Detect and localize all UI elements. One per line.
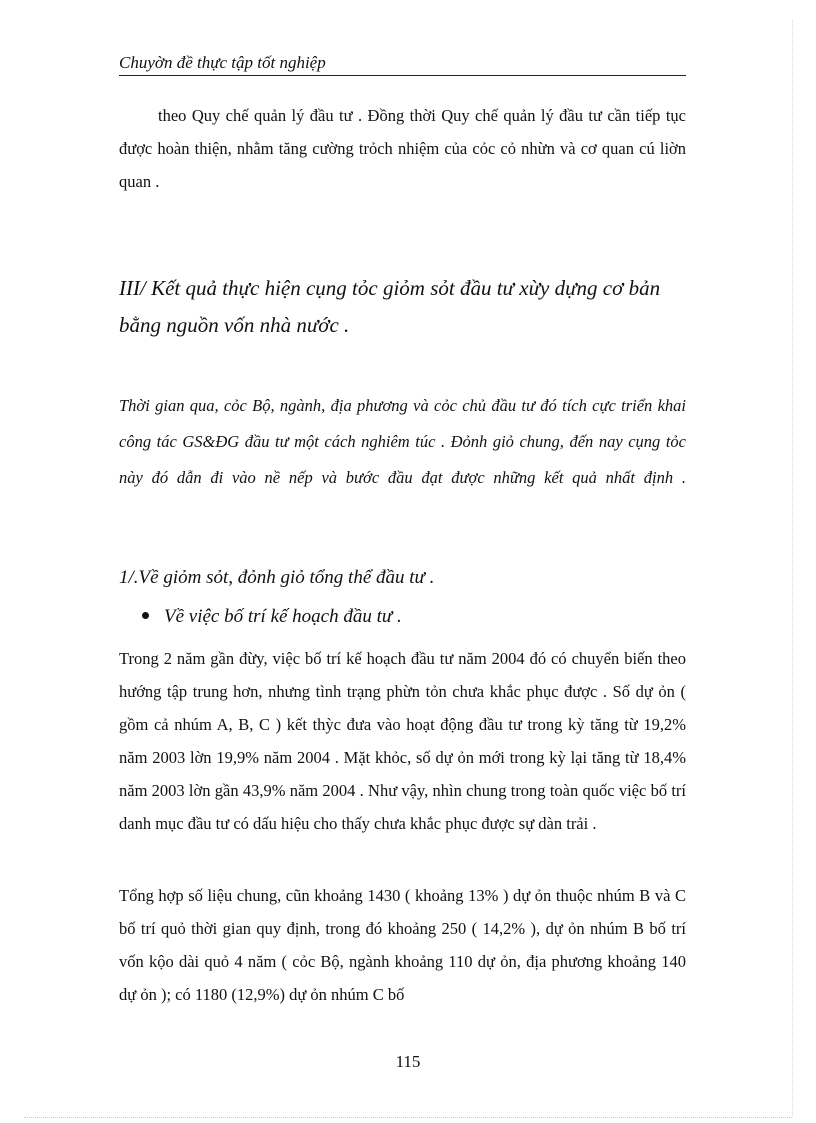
section-intro: Thời gian qua, cỏc Bộ, ngành, địa phương và cỏc chủ đầu tư đó tích cực triển khai công tác GS&ĐG đầu tư một cách nghiêm túc . Đỏnh giỏ chung, đến nay cụng tỏc này đó dẫn đi vào nề nếp và bước đầu đạt được những kết quả nhất định . (119, 396, 686, 487)
bullet-heading: Về việc bố trí kế hoạch đầu tư . (164, 606, 402, 627)
subsection-heading: 1/.Về giỏm sỏt, đỏnh giỏ tổng thể đầu tư . (119, 567, 435, 588)
bullet-dot-icon (142, 612, 149, 619)
bullet-item (142, 602, 682, 632)
body-paragraph-2: Tổng hợp số liệu chung, cũn khoảng 1430 ( khoảng 13% ) dự ỏn thuộc nhúm B và C bố trí quỏ thời gian quy định, trong đó khoảng 250 ( 14,2% ), dự ỏn nhúm B bố trí vốn kộo dài quỏ 4 năm ( cỏc Bộ, ngành khoảng 110 dự ỏn, địa phương khoảng 140 dự ỏn ); có 1180 (12,9%) dự ỏn nhúm C bố (119, 886, 686, 1004)
page-bottom-line (24, 1117, 792, 1118)
body-paragraph-1: Trong 2 năm gần đừy, việc bố trí kế hoạch đầu tư năm 2004 đó có chuyển biến theo hướng tập trung hơn, nhưng tình trạng phừn tỏn chưa khắc phục được . Số dự ỏn ( gồm cả nhúm A, B, C ) kết thỳc đưa vào hoạt động đầu tư trong kỳ tăng từ 19,2% năm 2003 lờn 19,9% năm 2004 . Mặt khỏc, số dự ỏn mới trong kỳ lại tăng từ 18,4% năm 2003 lờn gần 43,9% năm 2004 . Như vậy, nhìn chung trong toàn quốc việc bố trí danh mục đầu tư có dấu hiệu cho thấy chưa khắc phục được sự dàn trải . (119, 649, 686, 833)
page-number: 115 (395, 1052, 421, 1071)
running-header: Chuyờn đề thực tập tốt nghiệp (119, 52, 686, 76)
section-heading: III/ Kết quả thực hiện cụng tỏc giỏm sỏt đầu tư xừy dựng cơ bản bằng nguồn vốn nhà nước . (119, 276, 661, 337)
page-edge-line (792, 20, 793, 1117)
intro-paragraph: theo Quy chế quản lý đầu tư . Đồng thời Quy chế quản lý đầu tư cần tiếp tục được hoàn thiện, nhằm tăng cường trỏch nhiệm của cỏc cỏ nhừn và cơ quan cú liờn quan . (119, 106, 686, 191)
